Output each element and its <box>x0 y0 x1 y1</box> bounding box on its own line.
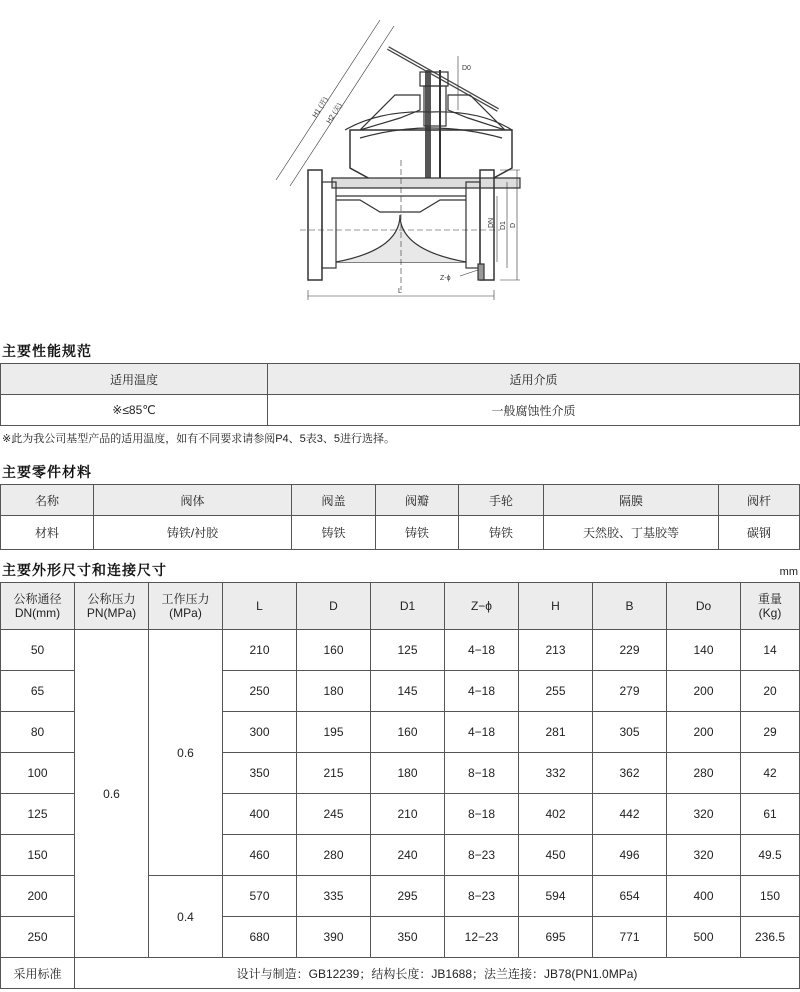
materials-cell: 铸铁 <box>459 516 544 550</box>
cell-do: 320 <box>667 794 741 835</box>
standard-row <box>1 958 800 989</box>
cell-dn: 125 <box>1 794 75 835</box>
cell-z: 8−23 <box>445 876 519 917</box>
cell-h: 695 <box>519 917 593 958</box>
materials-cell: 天然胶、丁基胶等 <box>544 516 719 550</box>
cell-d1: 210 <box>371 794 445 835</box>
cell-b: 771 <box>593 917 667 958</box>
cell-dn: 50 <box>1 630 75 671</box>
header-h: H <box>519 583 593 630</box>
materials-cell: 铸铁 <box>376 516 459 550</box>
cell-z: 8−23 <box>445 835 519 876</box>
drawing-label-dn: DN <box>488 217 495 228</box>
cell-dn: 100 <box>1 753 75 794</box>
table-row <box>1 630 800 671</box>
cell-weight: 14 <box>741 630 800 671</box>
dimensions-unit: mm <box>779 566 798 578</box>
cell-l: 250 <box>223 671 297 712</box>
cell-d: 215 <box>297 753 371 794</box>
drawing-label-l: L <box>398 288 402 295</box>
cell-d: 390 <box>297 917 371 958</box>
cell-d1: 125 <box>371 630 445 671</box>
performance-value-medium: 一般腐蚀性介质 <box>268 395 800 426</box>
header-l: L <box>223 583 297 630</box>
header-d1: D1 <box>371 583 445 630</box>
header-wp-line1: 工作压力 <box>161 592 210 606</box>
header-pn-line2: PN(MPa) <box>86 606 137 620</box>
header-dn-line1: 公称通径 <box>13 592 62 606</box>
cell-h: 594 <box>519 876 593 917</box>
header-weight-line1: 重量 <box>757 592 782 606</box>
cell-h: 281 <box>519 712 593 753</box>
cell-b: 496 <box>593 835 667 876</box>
cell-weight: 61 <box>741 794 800 835</box>
header-dn <box>1 583 75 630</box>
cell-d: 180 <box>297 671 371 712</box>
cell-b: 654 <box>593 876 667 917</box>
cell-do: 280 <box>667 753 741 794</box>
cell-z: 4−18 <box>445 712 519 753</box>
materials-cell: 碳钢 <box>719 516 800 550</box>
cell-do: 200 <box>667 712 741 753</box>
header-pn-line1: 公称压力 <box>87 592 136 606</box>
header-pn <box>75 583 149 630</box>
cell-z: 4−18 <box>445 671 519 712</box>
header-dn-line2: DN(mm) <box>14 606 61 620</box>
header-b: B <box>593 583 667 630</box>
drawing-label-zphi: Z-ϕ <box>440 275 451 282</box>
header-wp <box>149 583 223 630</box>
cell-d1: 180 <box>371 753 445 794</box>
cell-weight: 49.5 <box>741 835 800 876</box>
cell-l: 210 <box>223 630 297 671</box>
drawing-label-h2: H2 (关) <box>325 102 344 126</box>
cell-weight: 42 <box>741 753 800 794</box>
cell-weight: 29 <box>741 712 800 753</box>
cell-h: 213 <box>519 630 593 671</box>
cell-dn: 200 <box>1 876 75 917</box>
cell-do: 200 <box>667 671 741 712</box>
cell-l: 350 <box>223 753 297 794</box>
cell-l: 570 <box>223 876 297 917</box>
materials-header: 阀体 <box>94 485 292 516</box>
cell-d: 335 <box>297 876 371 917</box>
cell-d1: 240 <box>371 835 445 876</box>
performance-title: 主要性能规范 <box>2 343 92 359</box>
header-wp-line2: (MPa) <box>169 606 202 620</box>
header-weight <box>741 583 800 630</box>
performance-header-medium: 适用介质 <box>268 364 800 395</box>
cell-d: 245 <box>297 794 371 835</box>
drawing-label-h1: H1 (开) <box>311 96 330 120</box>
cell-dn: 250 <box>1 917 75 958</box>
cell-l: 400 <box>223 794 297 835</box>
drawing-label-do: D0 <box>462 65 471 72</box>
performance-table <box>0 363 800 426</box>
cell-pn: 0.6 <box>75 630 149 958</box>
cell-d: 280 <box>297 835 371 876</box>
materials-cell: 铸铁/衬胶 <box>94 516 292 550</box>
header-do: Do <box>667 583 741 630</box>
cell-do: 140 <box>667 630 741 671</box>
materials-cell: 铸铁 <box>292 516 376 550</box>
cell-do: 400 <box>667 876 741 917</box>
cell-b: 442 <box>593 794 667 835</box>
header-weight-line2: (Kg) <box>758 606 782 620</box>
cell-z: 12−23 <box>445 917 519 958</box>
cell-b: 279 <box>593 671 667 712</box>
cell-b: 305 <box>593 712 667 753</box>
cell-weight: 236.5 <box>741 917 800 958</box>
cell-h: 450 <box>519 835 593 876</box>
standard-label: 采用标准 <box>1 958 75 989</box>
performance-header-temp: 适用温度 <box>1 364 268 395</box>
dimensions-table <box>0 582 800 989</box>
materials-header: 阀瓣 <box>376 485 459 516</box>
cell-dn: 80 <box>1 712 75 753</box>
cell-h: 332 <box>519 753 593 794</box>
cell-dn: 150 <box>1 835 75 876</box>
cell-d1: 160 <box>371 712 445 753</box>
dimensions-title: 主要外形尺寸和连接尺寸 <box>2 562 167 578</box>
cell-wp: 0.4 <box>149 876 223 958</box>
cell-d: 195 <box>297 712 371 753</box>
cell-d1: 145 <box>371 671 445 712</box>
drawing-label-d1: D1 <box>500 221 507 230</box>
cell-z: 8−18 <box>445 753 519 794</box>
materials-header: 阀盖 <box>292 485 376 516</box>
materials-header: 名称 <box>1 485 94 516</box>
cell-l: 460 <box>223 835 297 876</box>
performance-note: ※此为我公司基型产品的适用温度，如有不同要求请参阅P4、5表3、5进行选择。 <box>2 433 396 445</box>
cell-dn: 65 <box>1 671 75 712</box>
cell-l: 680 <box>223 917 297 958</box>
cell-wp: 0.6 <box>149 630 223 876</box>
cell-b: 229 <box>593 630 667 671</box>
valve-technical-drawing <box>0 0 800 330</box>
cell-d: 160 <box>297 630 371 671</box>
drawing-label-d: D <box>510 222 517 228</box>
materials-title: 主要零件材料 <box>2 464 92 480</box>
cell-d1: 295 <box>371 876 445 917</box>
header-z: Z−ϕ <box>445 583 519 630</box>
cell-do: 500 <box>667 917 741 958</box>
cell-z: 4−18 <box>445 630 519 671</box>
cell-l: 300 <box>223 712 297 753</box>
cell-do: 320 <box>667 835 741 876</box>
header-d: D <box>297 583 371 630</box>
cell-h: 402 <box>519 794 593 835</box>
materials-header: 手轮 <box>459 485 544 516</box>
cell-weight: 20 <box>741 671 800 712</box>
materials-table <box>0 484 800 550</box>
cell-d1: 350 <box>371 917 445 958</box>
cell-h: 255 <box>519 671 593 712</box>
materials-header: 阀杆 <box>719 485 800 516</box>
performance-value-temp: ※≤85℃ <box>1 395 268 426</box>
cell-z: 8−18 <box>445 794 519 835</box>
cell-b: 362 <box>593 753 667 794</box>
standard-value: 设计与制造：GB12239；结构长度：JB1688；法兰连接：JB78(PN1.0MPa) <box>75 958 800 989</box>
materials-cell: 材料 <box>1 516 94 550</box>
materials-header: 隔膜 <box>544 485 719 516</box>
cell-weight: 150 <box>741 876 800 917</box>
